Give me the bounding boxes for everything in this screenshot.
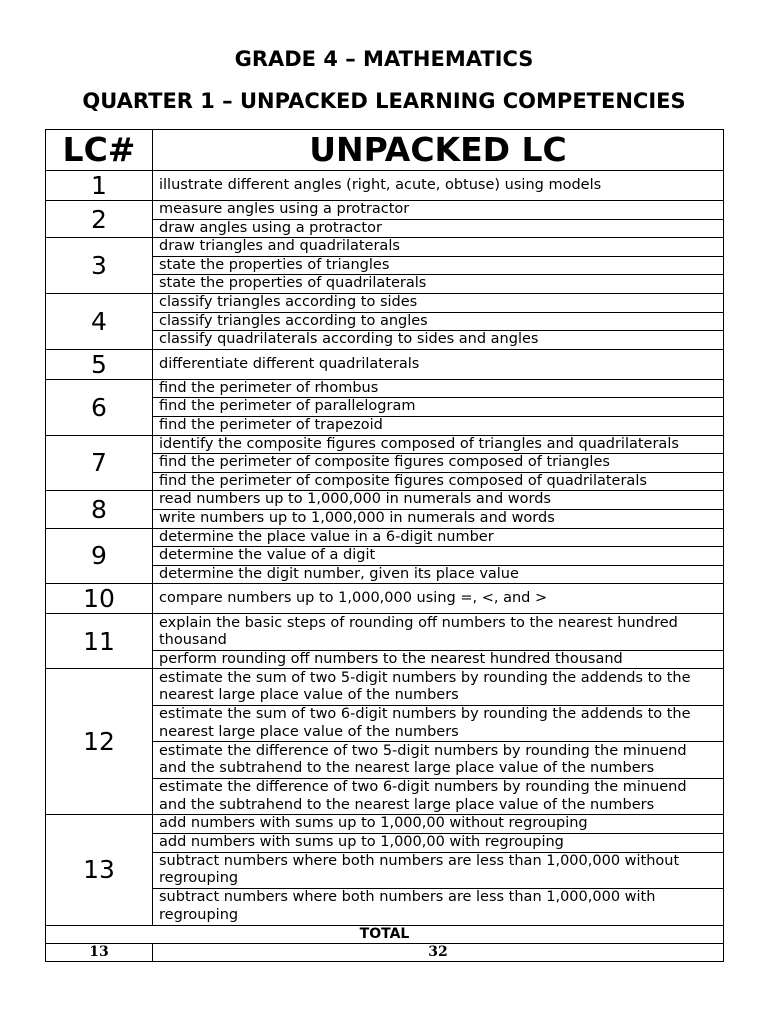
- total-item-count: 32: [153, 943, 724, 961]
- competency-cell: add numbers with sums up to 1,000,00 with regrouping: [153, 833, 724, 852]
- competency-cell: subtract numbers where both numbers are less than 1,000,000 with regrouping: [153, 889, 724, 926]
- competency-cell: measure angles using a protractor: [153, 201, 724, 220]
- table-row: [46, 614, 724, 651]
- table-header-row: [46, 130, 724, 171]
- lc-number-cell: 6: [46, 379, 153, 435]
- lc-number-cell: 4: [46, 293, 153, 349]
- competency-cell: identify the composite figures composed of triangles and quadrilaterals: [153, 435, 724, 454]
- table-row: [46, 171, 724, 201]
- lc-number-cell: 13: [46, 815, 153, 925]
- lc-number-cell: 8: [46, 491, 153, 528]
- lc-number-cell: 7: [46, 435, 153, 491]
- lc-number-cell: 1: [46, 171, 153, 201]
- table-row: [46, 669, 724, 706]
- competency-cell: illustrate different angles (right, acute, obtuse) using models: [153, 171, 724, 201]
- lc-number-cell: 11: [46, 614, 153, 669]
- competency-cell: explain the basic steps of rounding off numbers to the nearest hundred thousand: [153, 614, 724, 651]
- lc-number-cell: 9: [46, 528, 153, 584]
- competency-cell: classify triangles according to sides: [153, 293, 724, 312]
- table-row: [46, 435, 724, 454]
- table-row: [46, 491, 724, 510]
- competency-cell: add numbers with sums up to 1,000,00 without regrouping: [153, 815, 724, 834]
- competencies-table: [45, 129, 724, 962]
- competency-cell: determine the value of a digit: [153, 547, 724, 566]
- table-row: [46, 584, 724, 614]
- competency-cell: determine the place value in a 6-digit number: [153, 528, 724, 547]
- table-row: [46, 349, 724, 379]
- competency-cell: write numbers up to 1,000,000 in numerals and words: [153, 509, 724, 528]
- lc-number-cell: 5: [46, 349, 153, 379]
- document-title: GRADE 4 – MATHEMATICS: [234, 47, 534, 71]
- competency-cell: state the properties of quadrilaterals: [153, 275, 724, 294]
- column-header-lc-number: LC#: [46, 130, 153, 171]
- competency-cell: find the perimeter of rhombus: [153, 379, 724, 398]
- lc-number-cell: 2: [46, 201, 153, 238]
- document-subtitle: QUARTER 1 – UNPACKED LEARNING COMPETENCIES: [82, 89, 686, 113]
- total-lc-count: 13: [46, 943, 153, 961]
- competency-cell: find the perimeter of parallelogram: [153, 398, 724, 417]
- competency-cell: subtract numbers where both numbers are less than 1,000,000 without regrouping: [153, 852, 724, 889]
- table-row: [46, 201, 724, 220]
- competency-cell: find the perimeter of trapezoid: [153, 416, 724, 435]
- table-row: [46, 379, 724, 398]
- competency-cell: differentiate different quadrilaterals: [153, 349, 724, 379]
- table-row: [46, 528, 724, 547]
- table-row: [46, 815, 724, 834]
- total-values-row: [46, 943, 724, 961]
- competency-cell: classify triangles according to angles: [153, 312, 724, 331]
- competency-cell: draw triangles and quadrilaterals: [153, 238, 724, 257]
- competency-cell: compare numbers up to 1,000,000 using =, <, and >: [153, 584, 724, 614]
- competency-cell: find the perimeter of composite figures composed of quadrilaterals: [153, 472, 724, 491]
- competency-cell: estimate the difference of two 5-digit numbers by rounding the minuend and the subtrahend to the nearest large place value of the numbers: [153, 742, 724, 779]
- column-header-unpacked-lc: UNPACKED LC: [153, 130, 724, 171]
- table-body: [46, 171, 724, 926]
- competency-cell: find the perimeter of composite figures composed of triangles: [153, 454, 724, 473]
- competency-cell: state the properties of triangles: [153, 256, 724, 275]
- competency-cell: perform rounding off numbers to the nearest hundred thousand: [153, 650, 724, 669]
- total-label: TOTAL: [46, 925, 724, 943]
- total-label-row: [46, 925, 724, 943]
- lc-number-cell: 12: [46, 669, 153, 815]
- lc-number-cell: 10: [46, 584, 153, 614]
- table-row: [46, 293, 724, 312]
- competency-cell: determine the digit number, given its place value: [153, 565, 724, 584]
- competency-cell: draw angles using a protractor: [153, 219, 724, 238]
- lc-number-cell: 3: [46, 238, 153, 294]
- competency-cell: classify quadrilaterals according to sides and angles: [153, 331, 724, 350]
- competency-cell: estimate the sum of two 6-digit numbers by rounding the addends to the nearest large place value of the numbers: [153, 705, 724, 742]
- competency-cell: estimate the difference of two 6-digit numbers by rounding the minuend and the subtrahend to the nearest large place value of the numbers: [153, 778, 724, 815]
- table-row: [46, 238, 724, 257]
- competency-cell: read numbers up to 1,000,000 in numerals and words: [153, 491, 724, 510]
- competency-cell: estimate the sum of two 5-digit numbers by rounding the addends to the nearest large place value of the numbers: [153, 669, 724, 706]
